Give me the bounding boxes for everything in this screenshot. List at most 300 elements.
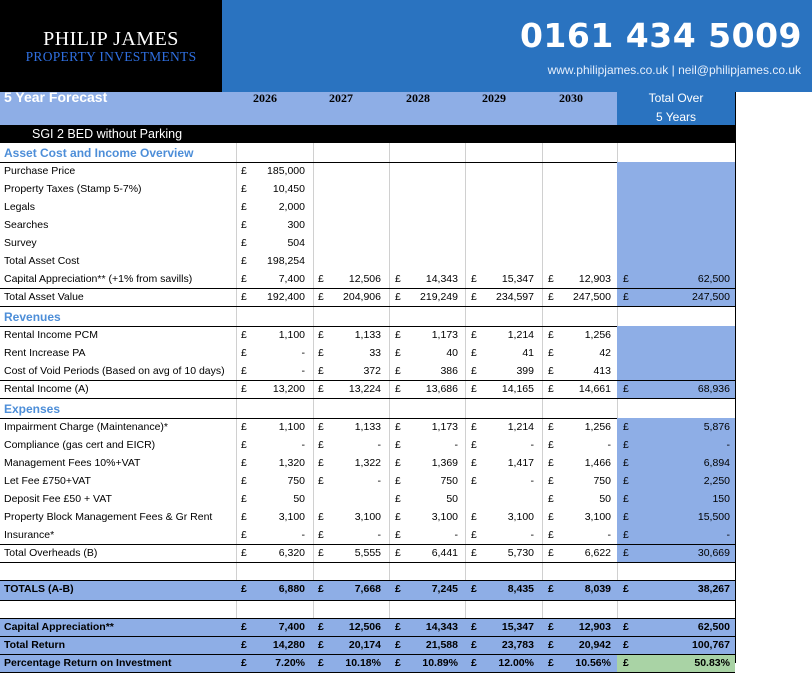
- table-row: [0, 526, 812, 544]
- value-cell[interactable]: 372: [363, 365, 381, 377]
- value-cell[interactable]: 750: [440, 475, 458, 487]
- value-cell[interactable]: 1,100: [278, 421, 305, 433]
- section-title: Asset Cost and Income Overview: [4, 146, 194, 160]
- row-band: [617, 216, 735, 234]
- value-cell[interactable]: 40: [446, 347, 458, 359]
- value-cell[interactable]: 234,597: [496, 291, 534, 303]
- value-cell[interactable]: -: [530, 475, 534, 487]
- value-cell[interactable]: 15,347: [501, 273, 534, 285]
- row-label: Total Asset Cost: [4, 255, 80, 267]
- currency-symbol: £: [318, 639, 324, 651]
- row-label: Searches: [4, 219, 49, 231]
- table-row: [0, 508, 812, 526]
- value-cell[interactable]: 504: [287, 237, 305, 249]
- currency-symbol: £: [471, 511, 477, 523]
- value-cell[interactable]: 23,783: [501, 639, 534, 651]
- table-row: [0, 490, 812, 508]
- value-cell[interactable]: 1,214: [507, 329, 534, 341]
- table-row: [0, 234, 812, 252]
- currency-symbol: £: [395, 273, 401, 285]
- value-cell[interactable]: 204,906: [343, 291, 381, 303]
- currency-symbol: £: [318, 273, 324, 285]
- currency-symbol: £: [548, 291, 554, 303]
- currency-symbol: £: [548, 583, 554, 595]
- currency-symbol: £: [241, 291, 247, 303]
- table-row: [0, 326, 812, 344]
- table-row: [0, 270, 812, 288]
- value-cell[interactable]: 7,668: [354, 583, 381, 595]
- table-row: [0, 216, 812, 234]
- row-divider: [0, 636, 735, 637]
- value-cell[interactable]: 3,100: [354, 511, 381, 523]
- row-divider: [0, 544, 735, 545]
- totals-row: [0, 580, 812, 600]
- currency-symbol: £: [471, 347, 477, 359]
- value-cell[interactable]: 5,555: [354, 547, 381, 559]
- value-cell[interactable]: 1,133: [354, 329, 381, 341]
- currency-symbol: £: [395, 547, 401, 559]
- total-cell[interactable]: 6,894: [703, 457, 730, 469]
- currency-symbol: £: [395, 583, 401, 595]
- value-cell[interactable]: 21,588: [425, 639, 458, 651]
- currency-symbol: £: [395, 529, 401, 541]
- currency-symbol: £: [623, 657, 629, 669]
- total-cell[interactable]: 15,500: [697, 511, 730, 523]
- value-cell[interactable]: 7,400: [278, 621, 305, 633]
- logo-name: PHILIP JAMES: [43, 28, 179, 50]
- currency-symbol: £: [548, 273, 554, 285]
- value-cell[interactable]: 12,506: [348, 273, 381, 285]
- currency-symbol: £: [471, 583, 477, 595]
- value-cell[interactable]: -: [301, 439, 305, 451]
- value-cell[interactable]: 413: [593, 365, 611, 377]
- table-row: [0, 288, 812, 306]
- value-cell[interactable]: 10,450: [272, 183, 305, 195]
- value-cell[interactable]: 2,000: [278, 201, 305, 213]
- contact-banner: [222, 0, 812, 92]
- row-band: [617, 362, 735, 380]
- value-cell[interactable]: 750: [593, 475, 611, 487]
- currency-symbol: £: [241, 347, 247, 359]
- currency-symbol: £: [318, 547, 324, 559]
- contact-links[interactable]: www.philipjames.co.uk | neil@philipjames.co.uk: [547, 63, 801, 77]
- currency-symbol: £: [471, 457, 477, 469]
- summary-row: [0, 618, 812, 636]
- currency-symbol: £: [548, 639, 554, 651]
- value-cell[interactable]: 12,506: [348, 621, 381, 633]
- currency-symbol: £: [548, 657, 554, 669]
- row-label: Deposit Fee £50 + VAT: [4, 493, 112, 505]
- value-cell[interactable]: -: [377, 475, 381, 487]
- row-label: Rental Income (A): [4, 383, 89, 395]
- section-heading: [0, 400, 812, 418]
- currency-symbol: £: [623, 583, 629, 595]
- currency-symbol: £: [318, 439, 324, 451]
- table-row: [0, 162, 812, 180]
- currency-symbol: £: [548, 347, 554, 359]
- value-cell[interactable]: 13,200: [272, 383, 305, 395]
- value-cell[interactable]: -: [530, 439, 534, 451]
- currency-symbol: £: [318, 347, 324, 359]
- value-cell[interactable]: 3,100: [431, 511, 458, 523]
- currency-symbol: £: [241, 237, 247, 249]
- value-cell[interactable]: -: [301, 529, 305, 541]
- value-cell[interactable]: 15,347: [501, 621, 534, 633]
- value-cell[interactable]: 42: [599, 347, 611, 359]
- row-divider: [0, 398, 735, 399]
- value-cell[interactable]: 5,730: [507, 547, 534, 559]
- value-cell[interactable]: 386: [440, 365, 458, 377]
- currency-symbol: £: [623, 457, 629, 469]
- total-cell[interactable]: 30,669: [697, 547, 730, 559]
- value-cell[interactable]: -: [607, 439, 611, 451]
- total-cell[interactable]: 50.83%: [694, 657, 730, 669]
- total-cell[interactable]: 62,500: [697, 273, 730, 285]
- table-row: [0, 380, 812, 398]
- section-title: Revenues: [4, 310, 61, 324]
- value-cell[interactable]: 1,369: [431, 457, 458, 469]
- currency-symbol: £: [241, 475, 247, 487]
- forecast-title: 5 Year Forecast: [4, 89, 108, 105]
- row-divider: [0, 562, 735, 563]
- row-label: Insurance*: [4, 529, 55, 541]
- currency-symbol: £: [318, 329, 324, 341]
- row-band: [617, 252, 735, 270]
- year-label: 2026: [253, 91, 277, 105]
- currency-symbol: £: [395, 347, 401, 359]
- currency-symbol: £: [395, 329, 401, 341]
- section-heading: [0, 308, 812, 326]
- currency-symbol: £: [471, 621, 477, 633]
- value-cell[interactable]: 1,256: [584, 421, 611, 433]
- currency-symbol: £: [548, 511, 554, 523]
- row-label: Total Return: [4, 639, 66, 651]
- total-cell[interactable]: 62,500: [697, 621, 730, 633]
- value-cell[interactable]: 12.00%: [498, 657, 534, 669]
- row-band: [617, 326, 735, 344]
- total-cell[interactable]: -: [726, 529, 730, 541]
- row-band: [617, 344, 735, 362]
- row-label: Rent Increase PA: [4, 347, 86, 359]
- total-label: 5 Years: [655, 110, 697, 124]
- currency-symbol: £: [471, 365, 477, 377]
- row-label: Cost of Void Periods (Based on avg of 10 days): [4, 365, 225, 377]
- currency-symbol: £: [241, 273, 247, 285]
- currency-symbol: £: [623, 493, 629, 505]
- table-row: [0, 418, 812, 436]
- total-cell[interactable]: 150: [712, 493, 730, 505]
- row-label: Compliance (gas cert and EICR): [4, 439, 156, 451]
- value-cell[interactable]: 1,322: [354, 457, 381, 469]
- year-header: [0, 89, 812, 125]
- currency-symbol: £: [241, 639, 247, 651]
- currency-symbol: £: [471, 639, 477, 651]
- value-cell[interactable]: 33: [369, 347, 381, 359]
- value-cell[interactable]: 1,100: [278, 329, 305, 341]
- value-cell[interactable]: 41: [522, 347, 534, 359]
- table-row: [0, 180, 812, 198]
- value-cell[interactable]: 185,000: [267, 165, 305, 177]
- value-cell[interactable]: 300: [287, 219, 305, 231]
- value-cell[interactable]: 13,686: [425, 383, 458, 395]
- section-heading: [0, 144, 812, 162]
- value-cell[interactable]: 14,280: [272, 639, 305, 651]
- value-cell[interactable]: 7.20%: [275, 657, 305, 669]
- currency-symbol: £: [395, 383, 401, 395]
- currency-symbol: £: [318, 511, 324, 523]
- value-cell[interactable]: 7,245: [431, 583, 458, 595]
- currency-symbol: £: [395, 621, 401, 633]
- currency-symbol: £: [548, 365, 554, 377]
- row-label: Percentage Return on Investment: [4, 657, 172, 669]
- year-label: 2028: [406, 91, 430, 105]
- currency-symbol: £: [623, 475, 629, 487]
- year-label: 2030: [559, 91, 583, 105]
- row-label: Property Taxes (Stamp 5-7%): [4, 183, 142, 195]
- currency-symbol: £: [241, 583, 247, 595]
- row-band: [617, 234, 735, 252]
- logo-subtitle: PROPERTY INVESTMENTS: [25, 49, 197, 64]
- currency-symbol: £: [318, 657, 324, 669]
- currency-symbol: £: [471, 421, 477, 433]
- section-title: Expenses: [4, 402, 61, 416]
- value-cell[interactable]: 12,903: [578, 273, 611, 285]
- row-band: [617, 180, 735, 198]
- currency-symbol: £: [241, 547, 247, 559]
- currency-symbol: £: [548, 439, 554, 451]
- value-cell[interactable]: -: [377, 529, 381, 541]
- row-label: Total Asset Value: [4, 291, 84, 303]
- value-cell[interactable]: 50: [599, 493, 611, 505]
- currency-symbol: £: [471, 291, 477, 303]
- currency-symbol: £: [395, 457, 401, 469]
- table-row: [0, 472, 812, 490]
- row-label: Impairment Charge (Maintenance)*: [4, 421, 168, 433]
- row-divider: [0, 600, 735, 601]
- value-cell[interactable]: 1,417: [507, 457, 534, 469]
- currency-symbol: £: [471, 529, 477, 541]
- value-cell[interactable]: 6,441: [431, 547, 458, 559]
- currency-symbol: £: [241, 255, 247, 267]
- currency-symbol: £: [548, 547, 554, 559]
- value-cell[interactable]: 1,173: [431, 329, 458, 341]
- value-cell[interactable]: -: [530, 529, 534, 541]
- table-row: [0, 198, 812, 216]
- value-cell[interactable]: 50: [446, 493, 458, 505]
- value-cell[interactable]: 6,622: [584, 547, 611, 559]
- currency-symbol: £: [471, 657, 477, 669]
- currency-symbol: £: [471, 273, 477, 285]
- value-cell[interactable]: 20,174: [348, 639, 381, 651]
- row-label: Capital Appreciation**: [4, 621, 114, 633]
- value-cell[interactable]: 14,343: [425, 621, 458, 633]
- row-label: Property Block Management Fees & Gr Rent: [4, 511, 213, 523]
- table-row: [0, 436, 812, 454]
- currency-symbol: £: [395, 493, 401, 505]
- row-label: Legals: [4, 201, 35, 213]
- currency-symbol: £: [623, 529, 629, 541]
- value-cell[interactable]: 3,100: [507, 511, 534, 523]
- currency-symbol: £: [548, 329, 554, 341]
- value-cell[interactable]: 8,039: [584, 583, 611, 595]
- currency-symbol: £: [318, 457, 324, 469]
- currency-symbol: £: [471, 547, 477, 559]
- currency-symbol: £: [318, 621, 324, 633]
- property-bar: [0, 125, 812, 143]
- currency-symbol: £: [241, 329, 247, 341]
- currency-symbol: £: [623, 621, 629, 633]
- value-cell[interactable]: -: [607, 529, 611, 541]
- currency-symbol: £: [471, 439, 477, 451]
- currency-symbol: £: [395, 475, 401, 487]
- currency-symbol: £: [395, 439, 401, 451]
- currency-symbol: £: [471, 383, 477, 395]
- currency-symbol: £: [548, 421, 554, 433]
- value-cell[interactable]: 3,100: [584, 511, 611, 523]
- value-cell[interactable]: -: [301, 347, 305, 359]
- currency-symbol: £: [395, 657, 401, 669]
- value-cell[interactable]: 50: [293, 493, 305, 505]
- value-cell[interactable]: 1,133: [354, 421, 381, 433]
- value-cell[interactable]: 1,173: [431, 421, 458, 433]
- total-cell[interactable]: 100,767: [692, 639, 730, 651]
- currency-symbol: £: [241, 457, 247, 469]
- year-label: 2027: [329, 91, 353, 105]
- currency-symbol: £: [395, 639, 401, 651]
- currency-symbol: £: [623, 547, 629, 559]
- currency-symbol: £: [471, 329, 477, 341]
- property-name: SGI 2 BED without Parking: [32, 127, 183, 141]
- currency-symbol: £: [548, 383, 554, 395]
- table-row: [0, 454, 812, 472]
- value-cell[interactable]: 219,249: [420, 291, 458, 303]
- total-cell[interactable]: -: [726, 439, 730, 451]
- value-cell[interactable]: 247,500: [573, 291, 611, 303]
- currency-symbol: £: [623, 639, 629, 651]
- currency-symbol: £: [318, 583, 324, 595]
- currency-symbol: £: [318, 421, 324, 433]
- row-label: Capital Appreciation** (+1% from savills): [4, 273, 193, 285]
- currency-symbol: £: [548, 457, 554, 469]
- value-cell[interactable]: 1,214: [507, 421, 534, 433]
- currency-symbol: £: [241, 439, 247, 451]
- row-label: Total Overheads (B): [4, 547, 98, 559]
- total-cell[interactable]: 5,876: [703, 421, 730, 433]
- currency-symbol: £: [623, 439, 629, 451]
- value-cell[interactable]: 10.89%: [422, 657, 458, 669]
- currency-symbol: £: [548, 493, 554, 505]
- value-cell[interactable]: 3,100: [278, 511, 305, 523]
- value-cell[interactable]: 1,256: [584, 329, 611, 341]
- value-cell[interactable]: -: [301, 365, 305, 377]
- row-label: Purchase Price: [4, 165, 76, 177]
- value-cell[interactable]: 8,435: [507, 583, 534, 595]
- value-cell[interactable]: 10.56%: [575, 657, 611, 669]
- value-cell[interactable]: 6,880: [278, 583, 305, 595]
- currency-symbol: £: [241, 493, 247, 505]
- table-row: [0, 362, 812, 380]
- phone-number[interactable]: 0161 434 5009: [519, 16, 802, 55]
- currency-symbol: £: [241, 201, 247, 213]
- currency-symbol: £: [241, 183, 247, 195]
- value-cell[interactable]: 14,165: [501, 383, 534, 395]
- currency-symbol: £: [241, 219, 247, 231]
- row-divider: [0, 580, 735, 581]
- total-cell[interactable]: 38,267: [697, 583, 730, 595]
- value-cell[interactable]: 20,942: [578, 639, 611, 651]
- currency-symbol: £: [395, 291, 401, 303]
- currency-symbol: £: [395, 365, 401, 377]
- currency-symbol: £: [241, 165, 247, 177]
- currency-symbol: £: [241, 529, 247, 541]
- total-cell[interactable]: 2,250: [703, 475, 730, 487]
- currency-symbol: £: [395, 511, 401, 523]
- currency-symbol: £: [241, 657, 247, 669]
- value-cell[interactable]: -: [454, 439, 458, 451]
- value-cell[interactable]: 750: [287, 475, 305, 487]
- row-band: [617, 198, 735, 216]
- table-row: [0, 252, 812, 270]
- row-divider: [0, 618, 735, 619]
- table-row: [0, 344, 812, 362]
- value-cell[interactable]: 14,661: [578, 383, 611, 395]
- currency-symbol: £: [318, 529, 324, 541]
- currency-symbol: £: [623, 291, 629, 303]
- value-cell[interactable]: 399: [516, 365, 534, 377]
- row-label: Survey: [4, 237, 37, 249]
- currency-symbol: £: [318, 365, 324, 377]
- summary-row: [0, 636, 812, 654]
- currency-symbol: £: [623, 383, 629, 395]
- value-cell[interactable]: 1,320: [278, 457, 305, 469]
- row-divider: [0, 380, 735, 381]
- year-label: 2029: [482, 91, 506, 105]
- value-cell[interactable]: -: [454, 529, 458, 541]
- total-label: Total Over: [648, 91, 704, 105]
- value-cell[interactable]: 6,320: [278, 547, 305, 559]
- value-cell[interactable]: 1,466: [584, 457, 611, 469]
- total-cell[interactable]: 68,936: [697, 383, 730, 395]
- value-cell[interactable]: 14,343: [425, 273, 458, 285]
- row-divider: [0, 288, 735, 289]
- row-band: [617, 162, 735, 180]
- value-cell[interactable]: 10.18%: [345, 657, 381, 669]
- value-cell[interactable]: 192,400: [267, 291, 305, 303]
- table-row: [0, 544, 812, 562]
- value-cell[interactable]: 7,400: [278, 273, 305, 285]
- row-label: Management Fees 10%+VAT: [4, 457, 141, 469]
- currency-symbol: £: [623, 511, 629, 523]
- currency-symbol: £: [623, 273, 629, 285]
- row-label: TOTALS (A-B): [4, 583, 74, 595]
- currency-symbol: £: [548, 621, 554, 633]
- company-logo[interactable]: [0, 0, 222, 92]
- currency-symbol: £: [241, 383, 247, 395]
- currency-symbol: £: [241, 421, 247, 433]
- total-cell[interactable]: 247,500: [692, 291, 730, 303]
- value-cell[interactable]: 198,254: [267, 255, 305, 267]
- currency-symbol: £: [548, 475, 554, 487]
- value-cell[interactable]: -: [377, 439, 381, 451]
- value-cell[interactable]: 12,903: [578, 621, 611, 633]
- row-divider: [0, 306, 735, 307]
- currency-symbol: £: [471, 475, 477, 487]
- currency-symbol: £: [318, 291, 324, 303]
- value-cell[interactable]: 13,224: [348, 383, 381, 395]
- summary-row: [0, 654, 812, 672]
- row-divider: [0, 654, 735, 655]
- currency-symbol: £: [623, 421, 629, 433]
